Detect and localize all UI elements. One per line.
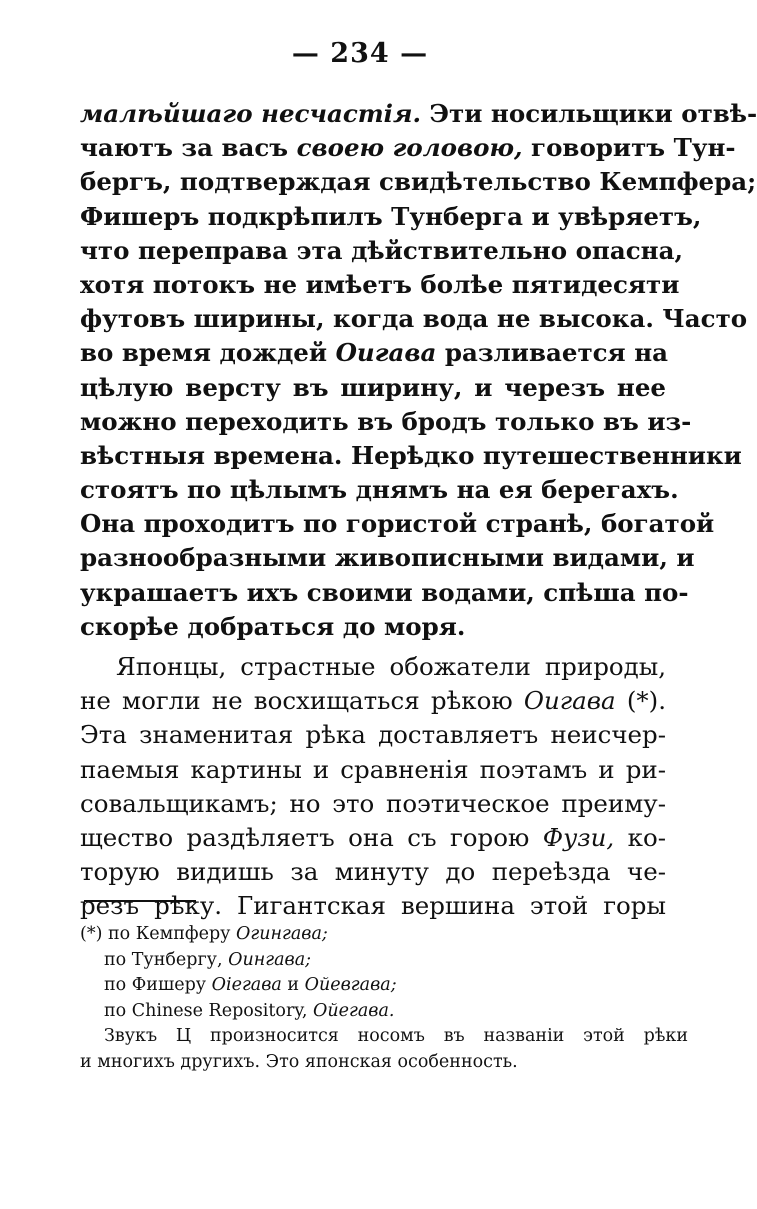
text-line [80,610,666,644]
text-run: разнообразными живописными видами, и [80,543,695,573]
text-line [80,165,757,199]
text-run: ко- [614,822,666,852]
text-run: резъ рѣку. Гигантская вершина этой горы [80,891,666,921]
text-run: по Тунбергу, [104,949,229,970]
text-line [80,200,702,234]
text-line [80,405,692,439]
text-run: стоятъ по цѣлымъ днямъ на ея берегахъ. [80,475,679,505]
text-run: украшаетъ ихъ своими водами, спѣша по- [80,577,689,607]
text-run: торую видишь за минуту до переѣзда че- [80,857,666,887]
text-line [80,439,742,473]
text-run: не могли не восхищаться рѣкою [80,686,524,716]
text-run: что переправа эта дѣйствительно опасна, [80,235,683,265]
text-line [80,855,666,889]
text-line [80,473,679,507]
text-run: и [281,975,305,995]
text-line [80,889,666,923]
text-line [80,131,736,165]
text-run: Звукъ Ц произносится носомъ въ названіи этой рѣки [104,1026,688,1046]
text-run: Эти носильщики отвѣ- [421,99,757,128]
text-run: скорѣе добраться до моря. [80,611,466,641]
text-run: по Chinese Repository, [104,1000,314,1021]
text-line [80,753,666,787]
italic-text: Ойегава. [313,1000,395,1021]
italic-text: Оингава; [228,949,312,970]
text-run: вѣстныя времена. Нерѣдко путешественники [80,440,742,470]
italic-text: Оіегава [211,975,282,995]
text-run: щество раздѣляетъ она съ горою [80,822,543,852]
text-run: можно переходить въ бродъ только въ из- [80,406,692,436]
footnotes [80,922,688,1075]
text-line [80,922,664,948]
text-line [80,234,683,268]
paragraph-1 [80,97,757,644]
footnote-divider [84,900,196,902]
text-run: Она проходитъ по гористой странѣ, богатой [80,509,715,539]
text-line [104,999,664,1025]
text-run: и многихъ другихъ. Это японская особенность. [80,1051,518,1072]
page-number: — 234 — [291,38,429,69]
text-run: хотя потокъ не имѣетъ болѣе пятидесяти [80,269,680,299]
italic-text: Оигава [335,338,437,368]
italic-text: Ойевгава; [304,975,397,995]
text-run: совальщикамъ; но это поэтическое преиму- [80,788,666,818]
text-run: разливается на [436,338,668,368]
text-run: футовъ ширины, когда вода не высока. Часто [80,304,748,334]
italic-text: Фузи, [542,822,615,852]
text-line [80,650,666,684]
text-line [80,371,666,405]
text-run: бергъ, подтверждая свидѣтельство Кемпфера; [80,167,757,197]
text-line [104,948,664,974]
text-run: чаютъ за васъ [80,133,297,163]
italic-text: своею головою, [296,133,523,163]
text-line [104,973,664,999]
text-line [80,1050,664,1076]
text-line [80,268,680,302]
main-text [80,97,757,924]
italic-text: Оигава [523,686,616,716]
italic-text: малѣйшаго несчастія. [80,99,422,128]
text-line [80,336,666,370]
paragraph-2 [80,650,666,924]
text-line [80,684,666,718]
text-run: (*). [615,686,666,716]
text-run: говоритъ Тун- [522,133,736,163]
text-line [80,718,666,752]
text-line [80,541,695,575]
text-run: Эта знаменитая рѣка доставляетъ неисчер- [80,720,666,750]
text-line [80,787,666,821]
text-line [80,507,715,541]
text-line [80,97,757,131]
text-run: Японцы, страстные обожатели природы, [116,652,666,681]
text-run: Фишеръ подкрѣпилъ Тунберга и увѣряетъ, [80,201,702,231]
text-line [104,1024,688,1050]
text-run: цѣлую версту въ ширину, и черезъ нее [80,372,666,402]
text-run: паемыя картины и сравненія поэтамъ и ри- [80,754,666,784]
text-line [80,302,748,336]
text-run: во время дождей [80,338,336,368]
text-line [80,821,666,855]
text-run: (*) по Кемпферу [80,924,237,944]
italic-text: Огингава; [236,924,328,944]
text-line [80,576,689,610]
text-run: по Фишеру [104,975,212,995]
